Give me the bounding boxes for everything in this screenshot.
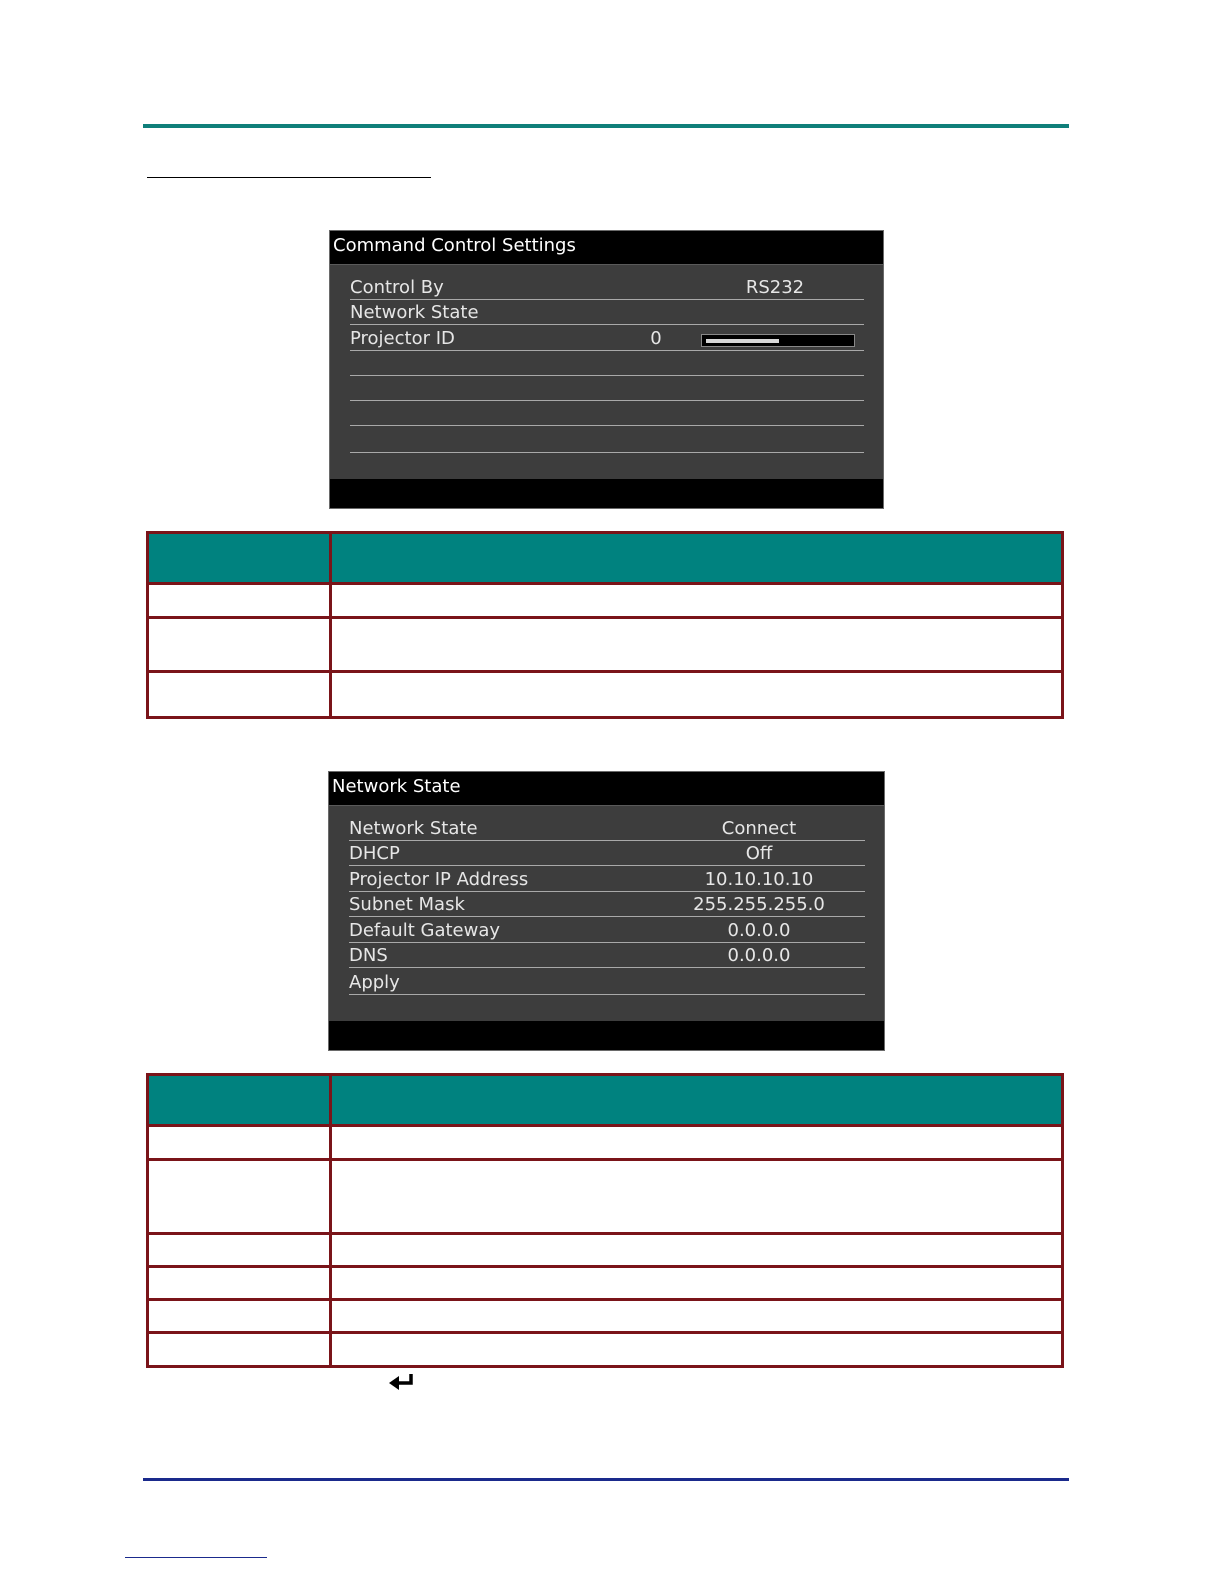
table-cell (148, 672, 331, 718)
table-cell (148, 1300, 331, 1333)
command-control-settings-menu (329, 230, 884, 509)
menu-row-dhcp[interactable] (349, 839, 865, 866)
table-header-cell (331, 533, 1063, 584)
menu-row-label: Control By (350, 277, 444, 298)
table-row (148, 1234, 1063, 1267)
menu-row-label: DHCP (349, 843, 400, 864)
menu-row-network-state[interactable] (350, 298, 864, 325)
table-row (148, 618, 1063, 672)
menu-row-label: Projector IP Address (349, 869, 529, 890)
menu-row-label: Projector ID (350, 328, 455, 349)
menu-row-projector-id[interactable] (350, 324, 864, 351)
footer-link-underline (125, 1557, 267, 1558)
menu-row-value: Off (745, 843, 773, 864)
menu-row-label: Subnet Mask (349, 894, 465, 915)
enter-arrow-icon (389, 1373, 415, 1391)
footer-rule (143, 1478, 1069, 1481)
table-row (148, 1300, 1063, 1333)
table-cell (148, 1126, 331, 1160)
table-header-row (148, 533, 1063, 584)
table-cell (331, 584, 1063, 618)
menu-footer-bar (330, 479, 883, 508)
table-cell (148, 1267, 331, 1300)
menu-row-value: 10.10.10.10 (704, 869, 814, 890)
section-title-underline (147, 177, 431, 178)
table-row (148, 1160, 1063, 1234)
menu-title: Network State (329, 772, 884, 806)
table-cell (148, 1234, 331, 1267)
menu-row-value: RS232 (745, 277, 805, 298)
menu-row-empty (350, 399, 864, 426)
menu-row-subnet-mask[interactable] (349, 890, 865, 917)
menu-footer-bar (329, 1021, 884, 1050)
menu-row-control-by[interactable] (350, 273, 864, 300)
table-row (148, 1267, 1063, 1300)
menu-title: Command Control Settings (330, 231, 883, 265)
table-header-cell (331, 1075, 1063, 1126)
table-cell (331, 1300, 1063, 1333)
menu-row-label: Network State (349, 818, 478, 839)
menu-row-projector-ip-address[interactable] (349, 865, 865, 892)
network-state-description-table (146, 1073, 1064, 1368)
projector-id-slider[interactable] (701, 334, 855, 347)
menu-row-value: 0.0.0.0 (727, 945, 791, 966)
menu-row-default-gateway[interactable] (349, 916, 865, 943)
table-row (148, 1333, 1063, 1367)
table-cell (148, 618, 331, 672)
menu-row-empty (350, 426, 864, 453)
menu-row-dns[interactable] (349, 941, 865, 968)
table-cell (331, 618, 1063, 672)
table-cell (331, 1126, 1063, 1160)
table-header-cell (148, 533, 331, 584)
menu-row-value: 0.0.0.0 (727, 920, 791, 941)
table-cell (148, 584, 331, 618)
table-header-cell (148, 1075, 331, 1126)
menu-row-network-state[interactable] (349, 814, 865, 841)
menu-row-label: Apply (349, 972, 400, 993)
slider-fill (706, 339, 779, 343)
menu-row-value: 0 (650, 328, 662, 349)
menu-row-value: Connect (721, 818, 797, 839)
table-cell (331, 672, 1063, 718)
table-cell (331, 1333, 1063, 1367)
table-cell (148, 1333, 331, 1367)
menu-row-apply[interactable] (349, 968, 865, 995)
command-control-description-table (146, 531, 1064, 719)
table-cell (331, 1160, 1063, 1234)
table-row (148, 1126, 1063, 1160)
table-row (148, 672, 1063, 718)
menu-row-label: DNS (349, 945, 388, 966)
table-header-row (148, 1075, 1063, 1126)
header-rule (143, 124, 1069, 128)
menu-row-label: Default Gateway (349, 920, 501, 941)
menu-row-empty (350, 349, 864, 376)
table-row (148, 584, 1063, 618)
menu-row-label: Network State (350, 302, 479, 323)
menu-row-empty (350, 374, 864, 401)
table-cell (331, 1267, 1063, 1300)
table-cell (331, 1234, 1063, 1267)
menu-row-value: 255.255.255.0 (693, 894, 825, 915)
network-state-menu (328, 771, 885, 1051)
table-cell (148, 1160, 331, 1234)
